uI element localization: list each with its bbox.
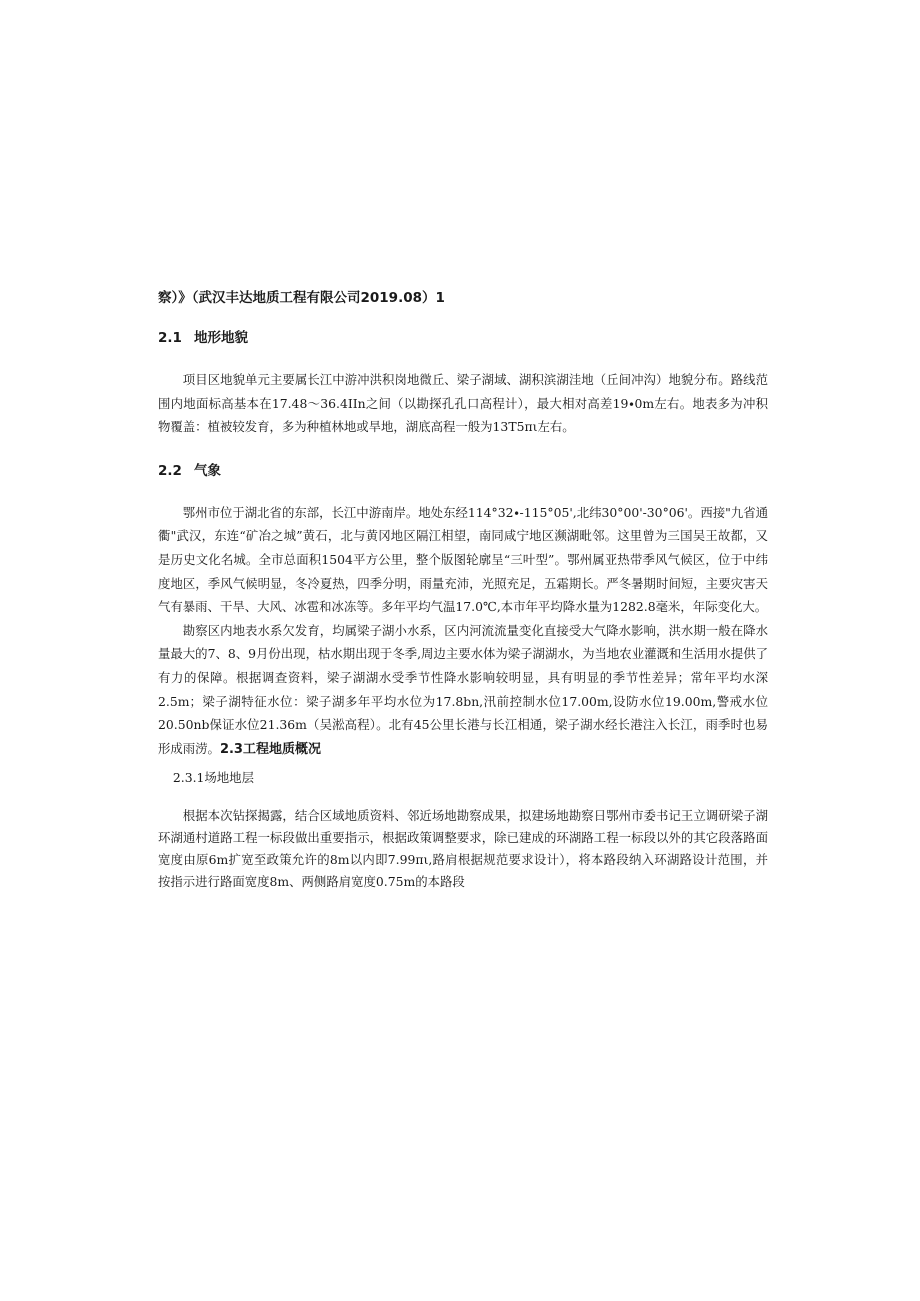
section-number: 2.2: [158, 462, 182, 479]
paragraph-climate: 鄂州市位于湖北省的东部，长江中游南岸。地处东经114°32∙-115°05',北纬30°00'-30°06'。西接"九省通衢"武汉，东连“矿冶之城”黄石，北与黄冈地区隔江相望，南同咸宁地区濒湖毗邻。这里曾为三国吴王故都，又是历史文化名城。全市总面积1504平方公里，整个版图轮廓呈“三叶型”。鄂州属亚热带季风气候区，位于中纬度地区，季风气候明显，冬冷夏热，四季分明，雨量充沛，光照充足，五霜期长。严冬暑期时间短，主要灾害天气有暴雨、干旱、大风、冰雹和冰冻等。多年平均气温17.0℃,本市年平均降水量为1282.8毫米，年际变化大。: [158, 504, 768, 615]
carryover-reference-line: 察）》（武汉丰达地质工程有限公司2019.08）1: [158, 290, 445, 306]
section-heading-2-3: 2.3工程地质概况: [219, 741, 321, 757]
subsection-heading-2-3-1: [158, 767, 768, 789]
section-heading-2-2: [158, 461, 768, 481]
subsection-number: 2.3.1: [172, 770, 205, 786]
paragraph-site-strata: 根据本次钻探揭露，结合区域地质资料、邻近场地勘察成果，拟建场地勘察日鄂州市委书记王立调研梁子湖环湖通村道路工程一标段做出重要指示，根据政策调整要求，除已建成的环湖路工程一标段以外的其它段落路面宽度由原6m扩宽至政策允许的8m以内即7.99πι,路肩根据规范要求设计），将本路段纳入环湖路设计范围，并按指示进行路面宽度8m、两侧路肩宽度0.75m的本路段: [158, 808, 768, 890]
section-title: 气象: [194, 462, 221, 479]
section-title: 地形地貌: [194, 330, 248, 346]
paragraph-hydrology: [158, 619, 768, 762]
section-heading-2-1: [158, 328, 768, 348]
section-number: 2.1: [158, 330, 182, 346]
paragraph-hydrology-text: 勘察区内地表水系欠发育，均属梁子湖小水系，区内河流流量变化直接受大气降水影响，洪水期一般在降水量最大的7、8、9月份出现，枯水期出现于冬季,周边主要水体为梁子湖湖水，为当地农业灌溉和生活用水提供了有力的保障。根据调查资料，梁子湖湖水受季节性降水影响较明显，具有明显的季节性差异；常年平均水深2.5m；梁子湖特征水位：梁子湖多年平均水位为17.8bn,汛前控制水位17.00m,设防水位19.00m,警戒水位20.50nb保证水位21.36m（吴淞高程）。北有45公里长港与长江相通，梁子湖水经长港注入长江，雨季时也易形成雨涝。: [158, 622, 768, 756]
subsection-title: 场地地层: [204, 770, 254, 786]
document-page: [158, 288, 768, 915]
paragraph-landform: 项目区地貌单元主要属长江中游冲洪积岗地微丘、梁子湖域、湖积滨湖洼地（丘间冲沟）地貌分布。路线范围内地面标高基本在17.48～36.4IIn之间（以勘探孔孔口高程计），最大相对高差19∙0m左右。地表多为冲积物覆盖：植被较发育，多为种植林地或旱地，湖底高程一般为13T5πι左右。: [158, 372, 768, 435]
